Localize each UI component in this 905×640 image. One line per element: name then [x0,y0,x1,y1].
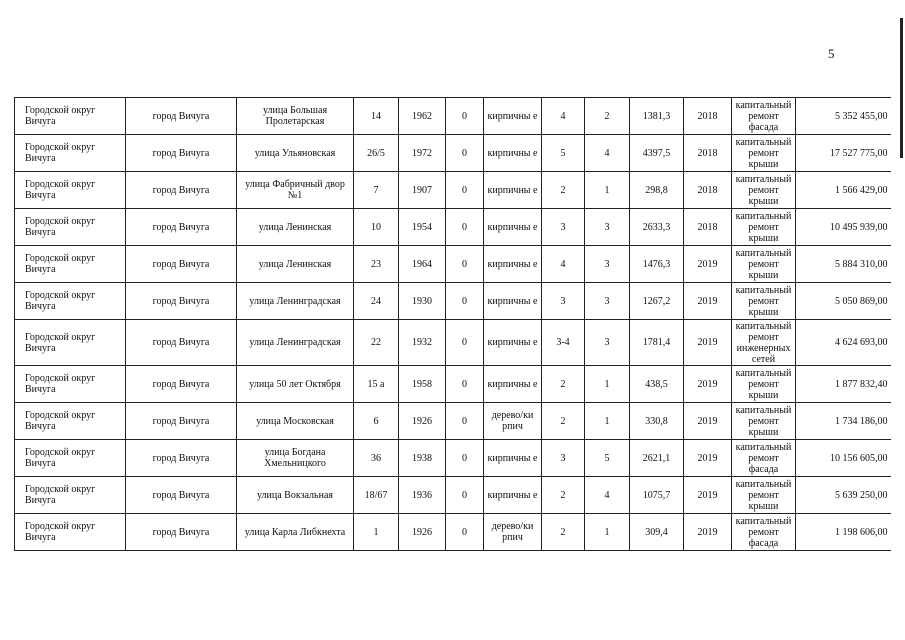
cell-work-type: капитальный ремонт крыши [732,283,796,320]
cell-entrances: 1 [585,172,630,209]
cell-work-type: капитальный ремонт крыши [732,209,796,246]
cell-cost: 4 624 693,00 [796,320,891,366]
table-body [15,98,891,551]
cell-floors: 3 [542,209,585,246]
cell-house-number: 6 [354,403,399,440]
cell-locality: город Вичуга [126,403,237,440]
cell-locality: город Вичуга [126,209,237,246]
cell-house-number: 7 [354,172,399,209]
cell-year-planned: 2019 [684,514,732,551]
cell-street: улица Ленинская [237,246,354,283]
cell-floors: 3 [542,440,585,477]
cell-floors: 4 [542,98,585,135]
cell-locality: город Вичуга [126,440,237,477]
cell-work-type: капитальный ремонт крыши [732,246,796,283]
cell-total-area: 1075,7 [630,477,684,514]
table-row [15,440,891,477]
table-row [15,135,891,172]
cell-total-area: 438,5 [630,366,684,403]
cell-total-area: 1267,2 [630,283,684,320]
cell-house-number: 36 [354,440,399,477]
cell-year-planned: 2018 [684,98,732,135]
cell-year-planned: 2018 [684,172,732,209]
cell-wall-material: кирпичны е [484,246,542,283]
cell-year-built: 1932 [399,320,446,366]
cell-locality: город Вичуга [126,98,237,135]
cell-year-planned: 2019 [684,320,732,366]
cell-total-area: 2621,1 [630,440,684,477]
page-number: 5 [828,46,835,61]
cell-wall-material: кирпичны е [484,98,542,135]
cell-entrances: 3 [585,246,630,283]
cell-street: улица Фабричный двор №1 [237,172,354,209]
cell-municipality: Городской округ Вичуга [15,403,126,440]
cell-wall-material: кирпичны е [484,477,542,514]
cell-street: улица 50 лет Октября [237,366,354,403]
cell-entrances: 5 [585,440,630,477]
cell-year-built: 1938 [399,440,446,477]
cell-total-area: 1781,4 [630,320,684,366]
cell-entrances: 1 [585,366,630,403]
cell-locality: город Вичуга [126,477,237,514]
cell-floors: 4 [542,246,585,283]
table-row [15,320,891,366]
cell-year-planned: 2019 [684,246,732,283]
cell-year-built: 1930 [399,283,446,320]
scan-edge-mark [900,18,903,158]
cell-municipality: Городской округ Вичуга [15,366,126,403]
cell-wall-material: кирпичны е [484,209,542,246]
table-row [15,209,891,246]
cell-work-type: капитальный ремонт крыши [732,135,796,172]
cell-year-commissioned: 0 [446,172,484,209]
cell-year-built: 1962 [399,98,446,135]
cell-floors: 3-4 [542,320,585,366]
cell-municipality: Городской округ Вичуга [15,320,126,366]
cell-total-area: 1381,3 [630,98,684,135]
cell-year-commissioned: 0 [446,477,484,514]
cell-house-number: 24 [354,283,399,320]
cell-house-number: 22 [354,320,399,366]
cell-work-type: капитальный ремонт крыши [732,172,796,209]
cell-floors: 3 [542,283,585,320]
cell-cost: 5 352 455,00 [796,98,891,135]
cell-work-type: капитальный ремонт фасада [732,440,796,477]
cell-house-number: 18/67 [354,477,399,514]
cell-entrances: 3 [585,283,630,320]
cell-wall-material: дерево/ки рпич [484,514,542,551]
cell-municipality: Городской округ Вичуга [15,98,126,135]
cell-street: улица Большая Пролетарская [237,98,354,135]
cell-total-area: 298,8 [630,172,684,209]
cell-floors: 2 [542,172,585,209]
table-row [15,172,891,209]
cell-year-built: 1926 [399,403,446,440]
cell-locality: город Вичуга [126,135,237,172]
cell-year-planned: 2019 [684,440,732,477]
table-row [15,246,891,283]
cell-street: улица Ленинградская [237,320,354,366]
cell-cost: 10 156 605,00 [796,440,891,477]
cell-work-type: капитальный ремонт крыши [732,477,796,514]
cell-municipality: Городской округ Вичуга [15,246,126,283]
cell-year-built: 1964 [399,246,446,283]
cell-year-built: 1936 [399,477,446,514]
cell-street: улица Вокзальная [237,477,354,514]
cell-locality: город Вичуга [126,366,237,403]
cell-year-commissioned: 0 [446,246,484,283]
cell-year-commissioned: 0 [446,135,484,172]
cell-work-type: капитальный ремонт крыши [732,366,796,403]
cell-house-number: 23 [354,246,399,283]
cell-year-commissioned: 0 [446,320,484,366]
cell-entrances: 4 [585,135,630,172]
cell-street: улица Карла Либкнехта [237,514,354,551]
cell-total-area: 1476,3 [630,246,684,283]
cell-work-type: капитальный ремонт фасада [732,514,796,551]
cell-municipality: Городской округ Вичуга [15,440,126,477]
cell-year-commissioned: 0 [446,440,484,477]
cell-year-built: 1926 [399,514,446,551]
cell-cost: 1 877 832,40 [796,366,891,403]
cell-municipality: Городской округ Вичуга [15,283,126,320]
cell-year-built: 1907 [399,172,446,209]
cell-municipality: Городской округ Вичуга [15,135,126,172]
cell-year-built: 1972 [399,135,446,172]
cell-municipality: Городской округ Вичуга [15,477,126,514]
cell-cost: 5 639 250,00 [796,477,891,514]
cell-entrances: 1 [585,514,630,551]
cell-locality: город Вичуга [126,283,237,320]
cell-floors: 5 [542,135,585,172]
cell-year-planned: 2019 [684,403,732,440]
cell-work-type: капитальный ремонт крыши [732,403,796,440]
cell-wall-material: кирпичны е [484,135,542,172]
cell-entrances: 3 [585,209,630,246]
cell-locality: город Вичуга [126,172,237,209]
cell-cost: 1 198 606,00 [796,514,891,551]
cell-locality: город Вичуга [126,514,237,551]
cell-floors: 2 [542,403,585,440]
cell-wall-material: кирпичны е [484,172,542,209]
cell-year-commissioned: 0 [446,514,484,551]
cell-street: улица Ленинградская [237,283,354,320]
cell-cost: 5 884 310,00 [796,246,891,283]
cell-year-commissioned: 0 [446,283,484,320]
cell-total-area: 2633,3 [630,209,684,246]
cell-year-commissioned: 0 [446,366,484,403]
cell-cost: 1 566 429,00 [796,172,891,209]
cell-street: улица Богдана Хмельницкого [237,440,354,477]
cell-cost: 10 495 939,00 [796,209,891,246]
cell-street: улица Ульяновская [237,135,354,172]
table-row [15,283,891,320]
cell-year-commissioned: 0 [446,403,484,440]
cell-year-planned: 2018 [684,209,732,246]
cell-locality: город Вичуга [126,320,237,366]
cell-cost: 17 527 775,00 [796,135,891,172]
table-row [15,477,891,514]
cell-house-number: 14 [354,98,399,135]
cell-wall-material: кирпичны е [484,320,542,366]
cell-floors: 2 [542,514,585,551]
cell-entrances: 3 [585,320,630,366]
cell-entrances: 1 [585,403,630,440]
cell-wall-material: кирпичны е [484,283,542,320]
cell-work-type: капитальный ремонт инженерных сетей [732,320,796,366]
cell-total-area: 4397,5 [630,135,684,172]
cell-total-area: 330,8 [630,403,684,440]
cell-municipality: Городской округ Вичуга [15,514,126,551]
cell-year-planned: 2019 [684,477,732,514]
cell-municipality: Городской округ Вичуга [15,209,126,246]
cell-year-built: 1954 [399,209,446,246]
cell-year-built: 1958 [399,366,446,403]
cell-cost: 1 734 186,00 [796,403,891,440]
cell-street: улица Ленинская [237,209,354,246]
cell-year-planned: 2019 [684,366,732,403]
housing-repair-table [14,97,891,551]
cell-house-number: 10 [354,209,399,246]
cell-locality: город Вичуга [126,246,237,283]
cell-house-number: 1 [354,514,399,551]
table-row [15,514,891,551]
cell-total-area: 309,4 [630,514,684,551]
cell-entrances: 4 [585,477,630,514]
cell-entrances: 2 [585,98,630,135]
cell-year-commissioned: 0 [446,209,484,246]
cell-wall-material: дерево/ки рпич [484,403,542,440]
cell-wall-material: кирпичны е [484,440,542,477]
cell-cost: 5 050 869,00 [796,283,891,320]
table-row [15,403,891,440]
cell-street: улица Московская [237,403,354,440]
cell-municipality: Городской округ Вичуга [15,172,126,209]
cell-floors: 2 [542,477,585,514]
cell-house-number: 15 а [354,366,399,403]
table-row [15,366,891,403]
cell-year-commissioned: 0 [446,98,484,135]
cell-floors: 2 [542,366,585,403]
cell-house-number: 26/5 [354,135,399,172]
cell-year-planned: 2018 [684,135,732,172]
table-row [15,98,891,135]
cell-year-planned: 2019 [684,283,732,320]
cell-work-type: капитальный ремонт фасада [732,98,796,135]
cell-wall-material: кирпичны е [484,366,542,403]
